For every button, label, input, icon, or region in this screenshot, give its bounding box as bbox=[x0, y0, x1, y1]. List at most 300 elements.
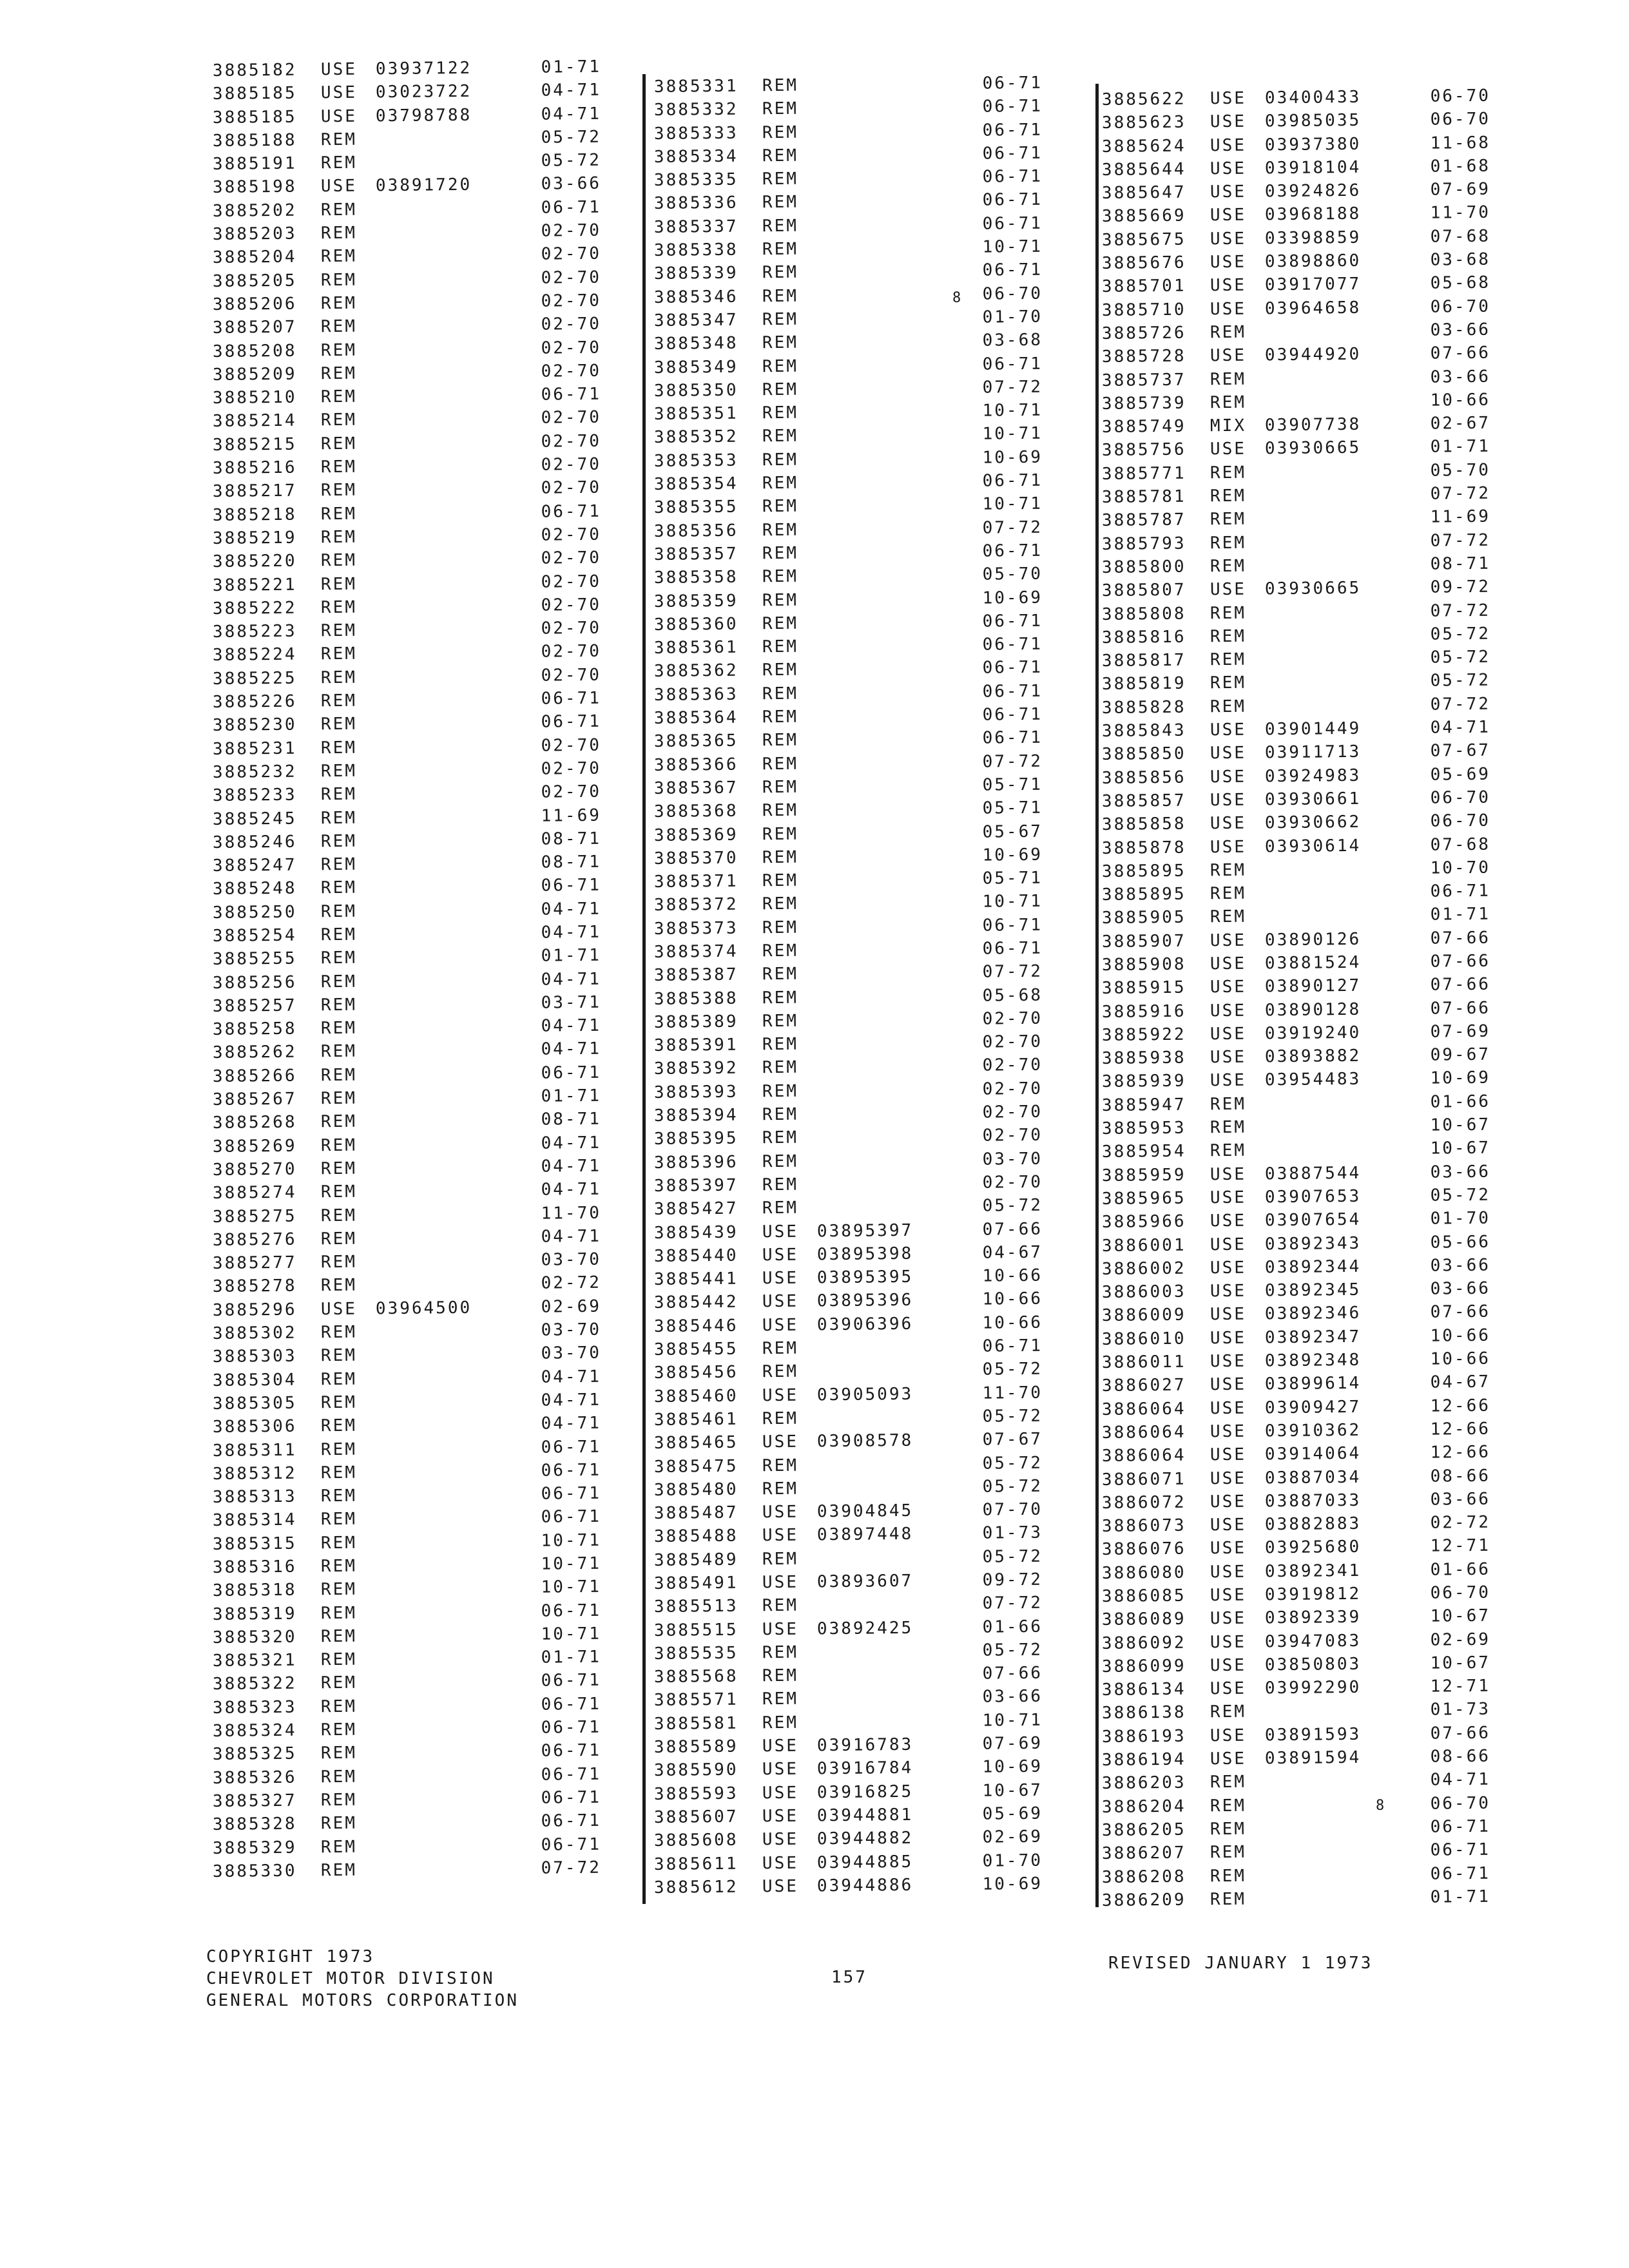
part-number: 3885304 bbox=[212, 1370, 297, 1390]
replacement-number: 03898860 bbox=[1264, 251, 1362, 272]
part-number: 3885355 bbox=[653, 497, 738, 518]
status-code: REM bbox=[320, 925, 358, 945]
status-code: USE bbox=[1210, 813, 1247, 834]
status-code: REM bbox=[320, 1533, 358, 1553]
part-number: 3885607 bbox=[653, 1807, 738, 1827]
replacement-number: 03930662 bbox=[1264, 812, 1362, 833]
date-code: 06-71 bbox=[541, 876, 602, 896]
date-code: 07-66 bbox=[1430, 951, 1491, 972]
replacement-number bbox=[817, 791, 952, 792]
part-number: 3885939 bbox=[1101, 1072, 1186, 1092]
replacement-number bbox=[817, 1375, 952, 1376]
date-code: 02-70 bbox=[541, 548, 602, 568]
status-code: REM bbox=[320, 1345, 358, 1366]
replacement-number bbox=[376, 1710, 511, 1711]
replacement-number bbox=[817, 1048, 952, 1049]
date-code: 10-71 bbox=[982, 424, 1043, 445]
date-code: 10-66 bbox=[982, 1312, 1043, 1333]
status-code: REM bbox=[320, 1510, 358, 1530]
column-divider-2 bbox=[1095, 84, 1099, 1907]
status-code: REM bbox=[762, 1361, 799, 1382]
part-row bbox=[654, 961, 1073, 989]
replacement-number bbox=[376, 1406, 511, 1407]
date-code: 10-66 bbox=[1430, 1325, 1491, 1346]
status-code: REM bbox=[762, 75, 799, 96]
status-code: USE bbox=[762, 1315, 799, 1335]
date-code: 06-71 bbox=[1430, 1863, 1491, 1884]
date-code: 02-70 bbox=[982, 1032, 1043, 1052]
part-number: 3885460 bbox=[653, 1386, 738, 1407]
status-code: REM bbox=[762, 1456, 799, 1475]
replacement-number bbox=[376, 1242, 511, 1244]
replacement-number: 03887034 bbox=[1264, 1467, 1362, 1488]
status-code: USE bbox=[762, 1853, 799, 1873]
replacement-number bbox=[376, 1546, 511, 1548]
status-code: USE bbox=[1210, 790, 1247, 811]
date-code: 06-70 bbox=[1430, 811, 1491, 831]
part-number: 3885296 bbox=[212, 1300, 297, 1320]
part-number: 3885327 bbox=[212, 1791, 297, 1811]
status-code: USE bbox=[762, 1432, 799, 1452]
status-code: REM bbox=[762, 1011, 799, 1032]
replacement-number: 03892345 bbox=[1264, 1280, 1362, 1301]
status-code: USE bbox=[1210, 1398, 1247, 1418]
replacement-number bbox=[376, 868, 511, 869]
part-number: 3885726 bbox=[1101, 323, 1186, 343]
status-code: REM bbox=[762, 169, 799, 189]
date-code: 07-72 bbox=[1430, 530, 1491, 551]
status-code: USE bbox=[1210, 1725, 1247, 1746]
status-code: USE bbox=[1210, 1351, 1247, 1372]
date-code: 05-71 bbox=[982, 774, 1043, 795]
part-number: 3885644 bbox=[1101, 159, 1186, 180]
part-number: 3885267 bbox=[212, 1089, 297, 1110]
date-code: 02-70 bbox=[982, 1079, 1043, 1099]
part-number: 3885332 bbox=[653, 99, 738, 120]
parts-column-3 bbox=[1101, 86, 1514, 1914]
replacement-number: 03023722 bbox=[375, 82, 472, 102]
date-code: 02-70 bbox=[541, 291, 602, 311]
part-number: 3885947 bbox=[1101, 1095, 1186, 1115]
part-number: 3885513 bbox=[653, 1596, 738, 1617]
part-number: 3885612 bbox=[653, 1877, 738, 1898]
replacement-number bbox=[817, 1703, 952, 1704]
replacement-number bbox=[376, 284, 511, 285]
part-number: 3885365 bbox=[653, 731, 738, 752]
date-code: 10-66 bbox=[1430, 1349, 1491, 1369]
part-number: 3885223 bbox=[212, 621, 297, 642]
date-code: 07-68 bbox=[1430, 834, 1491, 855]
replacement-number bbox=[817, 977, 952, 979]
date-code: 07-72 bbox=[1430, 694, 1491, 715]
status-code: REM bbox=[320, 387, 358, 407]
part-number: 3885319 bbox=[212, 1604, 297, 1624]
status-code: USE bbox=[1210, 1492, 1247, 1512]
part-number: 3885328 bbox=[212, 1814, 297, 1835]
part-number: 3885895 bbox=[1101, 884, 1186, 905]
part-number: 3885218 bbox=[212, 505, 297, 525]
date-code: 04-71 bbox=[541, 1226, 602, 1247]
status-code: REM bbox=[762, 1549, 799, 1569]
date-code: 06-71 bbox=[1430, 1840, 1491, 1860]
status-code: REM bbox=[320, 1088, 358, 1109]
margin-mark: 8 bbox=[1376, 1798, 1385, 1814]
part-row bbox=[1102, 975, 1514, 1003]
replacement-number bbox=[1265, 1832, 1400, 1834]
status-code: REM bbox=[762, 473, 799, 494]
status-code: USE bbox=[1210, 229, 1247, 249]
date-code: 12-66 bbox=[1430, 1419, 1491, 1439]
part-number: 3885247 bbox=[212, 855, 297, 876]
date-code: 01-73 bbox=[1430, 1700, 1491, 1720]
part-number: 3886138 bbox=[1101, 1703, 1186, 1724]
part-number: 3885316 bbox=[212, 1557, 297, 1577]
date-code: 07-72 bbox=[982, 517, 1043, 538]
part-number: 3885311 bbox=[212, 1440, 297, 1461]
date-code: 05-72 bbox=[1430, 624, 1491, 644]
date-code: 02-69 bbox=[1430, 1629, 1491, 1650]
date-code: 06-71 bbox=[982, 1336, 1043, 1356]
replacement-number bbox=[817, 182, 952, 184]
status-code: REM bbox=[320, 457, 358, 477]
date-code: 05-72 bbox=[1430, 647, 1491, 668]
status-code: REM bbox=[762, 427, 799, 447]
date-code: 06-70 bbox=[982, 284, 1043, 304]
part-number: 3885334 bbox=[653, 146, 738, 167]
part-number: 3886073 bbox=[1101, 1515, 1186, 1537]
status-code: USE bbox=[1210, 579, 1247, 600]
status-code: REM bbox=[320, 1790, 358, 1811]
date-code: 10-71 bbox=[982, 236, 1043, 257]
date-code: 02-69 bbox=[541, 1296, 602, 1317]
status-code: REM bbox=[762, 941, 799, 961]
replacement-number: 03944882 bbox=[816, 1829, 914, 1849]
status-code: USE bbox=[320, 59, 358, 80]
status-code: USE bbox=[1210, 206, 1247, 226]
date-code: 04-71 bbox=[541, 1179, 602, 1200]
part-row bbox=[1102, 507, 1514, 535]
part-row bbox=[654, 1874, 1073, 1901]
date-code: 05-72 bbox=[982, 1195, 1043, 1216]
replacement-number bbox=[817, 1726, 952, 1727]
replacement-number: 03944920 bbox=[1264, 345, 1362, 365]
part-number: 3885188 bbox=[212, 130, 297, 151]
replacement-number: 03916783 bbox=[816, 1735, 914, 1756]
part-number: 3885394 bbox=[653, 1105, 738, 1126]
status-code: REM bbox=[762, 99, 799, 119]
part-row bbox=[654, 1593, 1073, 1620]
part-number: 3885710 bbox=[1101, 300, 1186, 320]
part-number: 3886064 bbox=[1101, 1399, 1186, 1419]
replacement-number bbox=[376, 1874, 511, 1875]
part-number: 3885675 bbox=[1101, 229, 1186, 250]
status-code: REM bbox=[320, 901, 358, 921]
replacement-number bbox=[1265, 406, 1400, 407]
part-number: 3886072 bbox=[1101, 1492, 1186, 1513]
status-code: REM bbox=[762, 1666, 799, 1686]
part-number: 3885455 bbox=[653, 1339, 738, 1360]
status-code: REM bbox=[320, 363, 358, 384]
date-code: 06-71 bbox=[982, 96, 1043, 117]
status-code: REM bbox=[762, 1198, 799, 1218]
part-row bbox=[1102, 1606, 1514, 1634]
replacement-number bbox=[376, 564, 511, 565]
part-row bbox=[213, 314, 638, 341]
date-code: 01-66 bbox=[982, 1617, 1043, 1637]
corporation-line: GENERAL MOTORS CORPORATION bbox=[206, 1991, 519, 2010]
date-code: 04-71 bbox=[541, 969, 602, 990]
part-number: 3886085 bbox=[1101, 1586, 1186, 1606]
replacement-number bbox=[376, 798, 511, 799]
replacement-number: 03892341 bbox=[1264, 1561, 1362, 1582]
status-code: REM bbox=[320, 1556, 358, 1577]
status-code: REM bbox=[320, 1158, 358, 1179]
replacement-number bbox=[1265, 663, 1400, 664]
part-number: 3885369 bbox=[653, 825, 738, 845]
replacement-number: 03892343 bbox=[1264, 1233, 1362, 1254]
replacement-number: 03944885 bbox=[816, 1852, 914, 1872]
date-code: 05-72 bbox=[982, 1406, 1043, 1427]
part-number: 3886003 bbox=[1101, 1282, 1186, 1303]
replacement-number bbox=[817, 557, 952, 558]
status-code: USE bbox=[1210, 1421, 1247, 1442]
part-number: 3885361 bbox=[653, 637, 738, 658]
part-number: 3886080 bbox=[1101, 1562, 1186, 1583]
replacement-number bbox=[817, 1469, 952, 1470]
status-code: REM bbox=[320, 784, 358, 805]
part-number: 3886208 bbox=[1101, 1867, 1186, 1887]
date-code: 03-66 bbox=[1430, 1162, 1491, 1182]
replacement-number: 03964500 bbox=[375, 1298, 472, 1319]
date-code: 06-71 bbox=[982, 611, 1043, 631]
part-number: 3886001 bbox=[1101, 1235, 1186, 1256]
date-code: 09-67 bbox=[1430, 1044, 1491, 1065]
status-code: REM bbox=[320, 854, 358, 875]
replacement-number bbox=[817, 744, 952, 745]
status-code: REM bbox=[762, 637, 799, 657]
replacement-number bbox=[376, 1359, 511, 1360]
part-number: 3885217 bbox=[212, 481, 297, 502]
replacement-number bbox=[376, 330, 511, 331]
date-code: 10-66 bbox=[982, 1289, 1043, 1310]
replacement-number bbox=[817, 300, 952, 301]
status-code: MIX bbox=[1210, 416, 1247, 436]
date-code: 05-72 bbox=[541, 127, 602, 148]
part-number: 3885360 bbox=[653, 614, 738, 635]
date-code: 02-70 bbox=[541, 782, 602, 802]
part-number: 3886027 bbox=[1101, 1375, 1186, 1396]
date-code: 01-71 bbox=[541, 1086, 602, 1106]
date-code: 06-71 bbox=[982, 541, 1043, 561]
part-row bbox=[1102, 343, 1514, 371]
replacement-number bbox=[1265, 336, 1400, 337]
date-code: 11-70 bbox=[982, 1383, 1043, 1403]
date-code: 01-66 bbox=[1430, 1559, 1491, 1580]
date-code: 10-71 bbox=[982, 892, 1043, 912]
status-code: USE bbox=[320, 106, 358, 126]
part-number: 3885351 bbox=[653, 403, 738, 425]
status-code: REM bbox=[762, 1175, 799, 1195]
replacement-number: 03897448 bbox=[816, 1524, 914, 1545]
replacement-number: 03905093 bbox=[816, 1384, 914, 1405]
date-code: 10-66 bbox=[982, 1265, 1043, 1286]
status-code: REM bbox=[320, 1182, 358, 1202]
replacement-number bbox=[376, 845, 511, 846]
status-code: REM bbox=[762, 590, 799, 610]
date-code: 06-71 bbox=[541, 1600, 602, 1621]
date-code: 03-66 bbox=[1430, 367, 1491, 387]
part-row bbox=[1102, 1536, 1514, 1564]
part-number: 3885475 bbox=[653, 1456, 738, 1477]
part-number: 3885278 bbox=[212, 1276, 297, 1297]
replacement-number: 03850803 bbox=[1264, 1654, 1362, 1675]
date-code: 07-72 bbox=[982, 751, 1043, 772]
date-code: 03-66 bbox=[1430, 1255, 1491, 1276]
replacement-number bbox=[817, 1095, 952, 1096]
revision-note: REVISED JANUARY 1 1973 bbox=[1108, 1954, 1373, 1973]
part-row bbox=[1102, 577, 1514, 605]
part-number: 3885231 bbox=[212, 738, 297, 759]
status-code: REM bbox=[320, 668, 358, 687]
part-row bbox=[213, 782, 638, 809]
date-code: 07-66 bbox=[1430, 974, 1491, 995]
status-code: REM bbox=[762, 520, 799, 540]
part-number: 3885647 bbox=[1101, 182, 1186, 204]
status-code: REM bbox=[1210, 883, 1247, 904]
replacement-number bbox=[1265, 383, 1400, 384]
replacement-number: 03892346 bbox=[1264, 1303, 1362, 1324]
date-code: 02-70 bbox=[541, 220, 602, 241]
date-code: 01-70 bbox=[982, 307, 1043, 327]
date-code: 06-71 bbox=[541, 1671, 602, 1691]
replacement-number: 03916784 bbox=[816, 1758, 914, 1779]
status-code: REM bbox=[320, 878, 358, 898]
replacement-number bbox=[376, 1195, 511, 1196]
part-number: 3885771 bbox=[1101, 463, 1186, 484]
date-code: 03-66 bbox=[541, 174, 602, 195]
replacement-number bbox=[817, 1001, 952, 1003]
replacement-number bbox=[376, 236, 511, 238]
date-code: 06-71 bbox=[541, 1787, 602, 1808]
part-number: 3885254 bbox=[212, 925, 297, 946]
part-number: 3885364 bbox=[653, 707, 738, 729]
date-code: 05-72 bbox=[982, 1453, 1043, 1474]
part-row bbox=[654, 798, 1073, 825]
date-code: 02-72 bbox=[1430, 1512, 1491, 1533]
status-code: REM bbox=[762, 239, 799, 260]
date-code: 06-71 bbox=[541, 711, 602, 732]
status-code: USE bbox=[1210, 1164, 1247, 1184]
part-number: 3885331 bbox=[653, 76, 738, 97]
date-code: 10-71 bbox=[541, 1530, 602, 1551]
replacement-number: 03904845 bbox=[816, 1501, 914, 1522]
date-code: 06-71 bbox=[541, 1694, 602, 1715]
replacement-number bbox=[376, 1289, 511, 1291]
replacement-number: 03930661 bbox=[1264, 789, 1362, 810]
part-number: 3885216 bbox=[212, 457, 297, 479]
status-code: REM bbox=[762, 309, 799, 330]
status-code: REM bbox=[762, 1642, 799, 1663]
status-code: REM bbox=[1210, 1117, 1247, 1138]
part-number: 3885257 bbox=[212, 995, 297, 1016]
replacement-number bbox=[817, 627, 952, 628]
replacement-number: 03890128 bbox=[1264, 999, 1362, 1020]
date-code: 07-69 bbox=[1430, 179, 1491, 200]
date-code: 11-70 bbox=[541, 1203, 602, 1224]
status-code: USE bbox=[1210, 1562, 1247, 1582]
part-number: 3885315 bbox=[212, 1533, 297, 1554]
date-code: 02-70 bbox=[982, 1102, 1043, 1122]
status-code: REM bbox=[762, 660, 799, 680]
status-code: USE bbox=[1210, 1281, 1247, 1302]
status-code: REM bbox=[320, 130, 358, 150]
date-code: 07-66 bbox=[1430, 928, 1491, 948]
replacement-number bbox=[376, 1499, 511, 1501]
replacement-number bbox=[376, 1570, 511, 1571]
part-number: 3885515 bbox=[653, 1620, 738, 1640]
date-code: 10-69 bbox=[982, 447, 1043, 468]
status-code: USE bbox=[762, 1783, 799, 1803]
date-code: 07-72 bbox=[541, 1858, 602, 1878]
status-code: REM bbox=[762, 450, 799, 470]
status-code: REM bbox=[762, 1104, 799, 1125]
date-code: 06-71 bbox=[982, 634, 1043, 655]
status-code: USE bbox=[320, 82, 358, 103]
status-code: USE bbox=[1210, 111, 1247, 132]
part-number: 3885230 bbox=[212, 715, 297, 736]
part-number: 3885246 bbox=[212, 832, 297, 852]
part-number: 3886207 bbox=[1101, 1843, 1186, 1864]
part-number: 3886194 bbox=[1101, 1749, 1186, 1771]
part-number: 3885487 bbox=[653, 1503, 738, 1524]
part-number: 3885326 bbox=[212, 1767, 297, 1788]
status-code: REM bbox=[762, 730, 799, 751]
replacement-number bbox=[817, 767, 952, 769]
status-code: REM bbox=[762, 356, 799, 376]
part-number: 3885571 bbox=[653, 1690, 738, 1711]
part-number: 3885781 bbox=[1101, 486, 1186, 508]
date-code: 11-68 bbox=[1430, 133, 1491, 153]
replacement-number bbox=[1265, 546, 1400, 548]
part-number: 3885922 bbox=[1101, 1024, 1186, 1045]
part-number: 3885669 bbox=[1101, 206, 1186, 227]
date-code: 12-71 bbox=[1430, 1536, 1491, 1557]
status-code: USE bbox=[1210, 930, 1247, 950]
part-number: 3885222 bbox=[212, 598, 297, 619]
part-number: 3885953 bbox=[1101, 1118, 1186, 1139]
status-code: REM bbox=[320, 1439, 358, 1459]
date-code: 10-69 bbox=[982, 845, 1043, 865]
status-code: REM bbox=[762, 1058, 799, 1078]
replacement-number: 03918104 bbox=[1264, 157, 1362, 178]
part-row bbox=[1102, 273, 1514, 301]
part-number: 3885819 bbox=[1101, 674, 1186, 695]
status-code: REM bbox=[320, 1416, 358, 1436]
replacement-number bbox=[376, 1126, 511, 1127]
status-code: REM bbox=[762, 777, 799, 798]
replacement-number: 03907653 bbox=[1264, 1186, 1362, 1207]
status-code: USE bbox=[762, 1806, 799, 1827]
part-number: 3885396 bbox=[653, 1152, 738, 1173]
part-number: 3885220 bbox=[212, 551, 297, 572]
part-number: 3885800 bbox=[1101, 557, 1186, 577]
status-code: USE bbox=[1210, 977, 1247, 997]
status-code: USE bbox=[1210, 252, 1247, 273]
status-code: USE bbox=[762, 1385, 799, 1405]
part-number: 3885581 bbox=[653, 1713, 738, 1734]
replacement-number bbox=[817, 206, 952, 207]
replacement-number bbox=[376, 541, 511, 542]
